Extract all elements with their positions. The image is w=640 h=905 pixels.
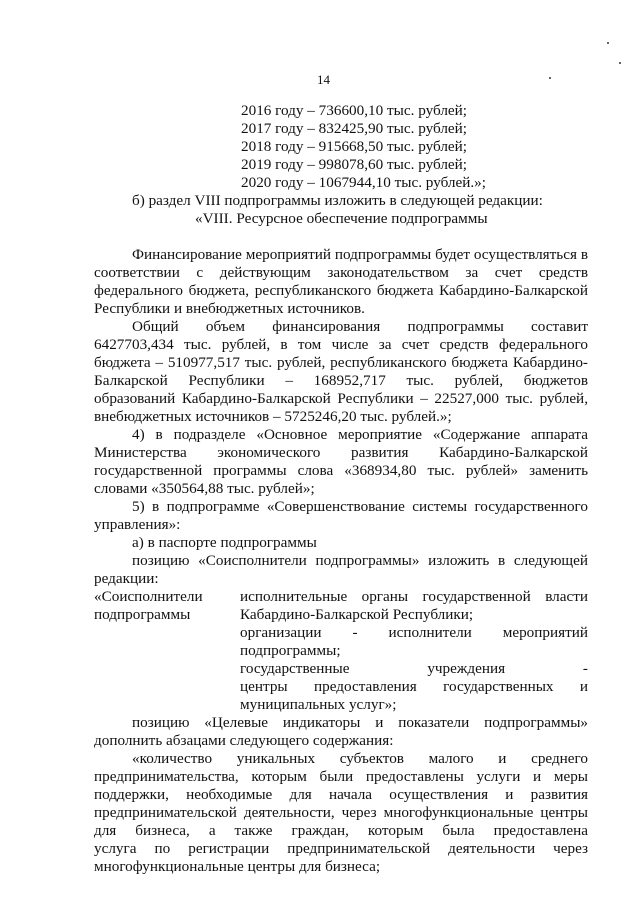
paragraph-line: поддержки, необходимые для начала осуществления и развития [94, 786, 588, 803]
paragraph-line: 5) в подпрограмме «Совершенствование системы государственного [132, 498, 588, 515]
table-value-line: Кабардино-Балкарской Республики; [240, 606, 474, 623]
paragraph-line: образований Кабардино-Балкарской Республики – 22527,000 тыс. рублей, [94, 390, 588, 407]
paragraph-line: позицию «Целевые индикаторы и показатели подпрограммы» [132, 714, 588, 731]
paragraph-line: для бизнеса, а также граждан, которым была предоставлена [94, 822, 588, 839]
paragraph-line: государственной программы слова «368934,80 тыс. рублей» заменить [94, 462, 588, 479]
paragraph-line: 6427703,434 тыс. рублей, в том числе за счет средств федерального [94, 336, 588, 353]
paragraph-line: Балкарской Республики – 168952,717 тыс. рублей, бюджетов [94, 372, 588, 389]
funding-year-line: 2017 году – 832425,90 тыс. рублей; [241, 120, 468, 137]
paragraph-line: словами «350564,88 тыс. рублей»; [94, 480, 315, 497]
scan-speck [549, 77, 551, 79]
page-number: 14 [317, 72, 330, 87]
paragraph-line: Общий объем финансирования подпрограммы составит [132, 318, 588, 335]
paragraph-line: 4) в подразделе «Основное мероприятие «Содержание аппарата [132, 426, 588, 443]
paragraph-line: редакции: [94, 570, 159, 587]
item-a: а) в паспорте подпрограммы [132, 534, 317, 551]
paragraph-line: федерального бюджета, республиканского бюджета Кабардино-Балкарской [94, 282, 588, 299]
paragraph-line: «количество уникальных субъектов малого и среднего [132, 750, 588, 767]
table-value-line: центры предоставления государственных и [240, 678, 588, 695]
paragraph-line: предпринимательства, которым были предоставлены услуги и меры [94, 768, 588, 785]
item-b: б) раздел VIII подпрограммы изложить в следующей редакции: [132, 192, 543, 209]
table-value-line: государственные учреждения - [240, 660, 588, 677]
paragraph-line: многофункциональные центры для бизнеса; [94, 858, 381, 875]
paragraph-line: бюджета – 510977,517 тыс. рублей, республиканского бюджета Кабардино- [94, 354, 588, 371]
paragraph-line: управления»: [94, 516, 181, 533]
section-heading: «VIII. Ресурсное обеспечение подпрограммы [195, 210, 488, 227]
table-label: подпрограммы [94, 606, 191, 623]
paragraph-line: Республики и внебюджетных источников. [94, 300, 365, 317]
paragraph-line: Финансирование мероприятий подпрограммы будет осуществляться в [132, 246, 588, 263]
table-value-line: организации - исполнители мероприятий [240, 624, 588, 641]
scan-speck [607, 42, 609, 44]
table-value-line: муниципальных услуг»; [240, 696, 397, 713]
table-value-line: подпрограммы; [240, 642, 341, 659]
funding-year-line: 2018 году – 915668,50 тыс. рублей; [241, 138, 468, 155]
funding-year-line: 2016 году – 736600,10 тыс. рублей; [241, 102, 468, 119]
paragraph-line: дополнить абзацами следующего содержания: [94, 732, 394, 749]
table-label: «Соисполнители [94, 588, 203, 605]
funding-year-line: 2020 году – 1067944,10 тыс. рублей.»; [241, 174, 486, 191]
paragraph-line: Министерства экономического развития Кабардино-Балкарской [94, 444, 588, 461]
paragraph-line: услуга по регистрации предпринимательской деятельности через [94, 840, 588, 857]
scan-speck [619, 62, 621, 64]
table-value-line: исполнительные органы государственной власти [240, 588, 588, 605]
paragraph-line: внебюджетных источников – 5725246,20 тыс. рублей.»; [94, 408, 452, 425]
paragraph-line: позицию «Соисполнители подпрограммы» изложить в следующей [132, 552, 588, 569]
paragraph-line: соответствии с действующим законодательством за счет средств [94, 264, 588, 281]
paragraph-line: предпринимательской деятельности, через многофункциональные центры [94, 804, 588, 821]
funding-year-line: 2019 году – 998078,60 тыс. рублей; [241, 156, 468, 173]
